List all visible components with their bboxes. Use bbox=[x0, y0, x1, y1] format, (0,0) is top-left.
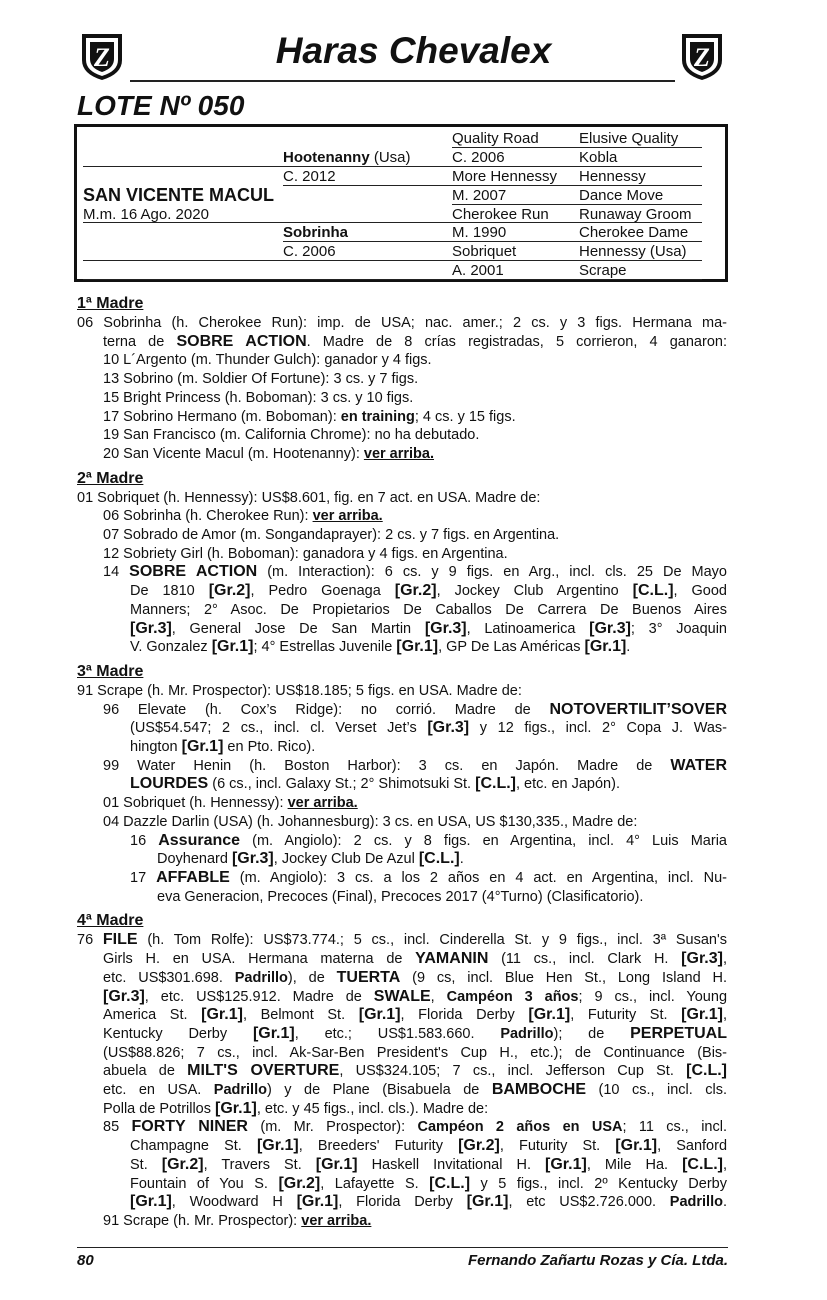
pedigree-dam-sire-year: M. 1990 bbox=[452, 224, 507, 241]
pedigree-sire: Hootenanny (Usa) bbox=[283, 149, 411, 166]
page-number: 80 bbox=[77, 1252, 94, 1269]
text-line: 06 Sobrinha (h. Cherokee Run): imp. de USA; nac. amer.; 2 cs. y 3 figs. Hermana ma- bbox=[77, 315, 727, 331]
ver-arriba-reference: ver arriba. bbox=[287, 795, 358, 812]
pedigree-rule bbox=[83, 222, 702, 223]
pedigree-rule bbox=[83, 166, 702, 167]
ver-arriba-reference: ver arriba. bbox=[301, 1212, 372, 1229]
header-divider bbox=[130, 80, 675, 82]
svg-text:Z: Z bbox=[694, 43, 710, 72]
text-line: Manners; 2° Asoc. De Propietarios De Caballos De Carrera De Buenos Aires bbox=[130, 601, 727, 618]
text-line: eva Generacion, Precoces (Final), Precoces 2017 (4°Turno) (Clasificatorio). bbox=[157, 888, 644, 905]
svg-text:Z: Z bbox=[94, 43, 110, 72]
pedigree-horse-name: SAN VICENTE MACUL bbox=[83, 185, 275, 205]
text-line: 15 Bright Princess (h. Boboman): 3 cs. y 10 figs. bbox=[103, 389, 414, 406]
pedigree-dam-dam: Sobriquet bbox=[452, 243, 517, 260]
text-line: 01 Sobriquet (h. Hennessy): US$8.601, fig. en 7 act. en USA. Madre de: bbox=[77, 489, 541, 506]
pedigree-ggparent: Cherokee Dame bbox=[579, 224, 689, 241]
page-header-title: Haras Chevalex bbox=[275, 30, 552, 71]
text-line: Fountain of You S. [Gr.2], Lafayette S. [C.L.] y 5 figs., incl. 2º Kentucky Derby bbox=[130, 1174, 727, 1192]
pedigree-dam-sire: Cherokee Run bbox=[452, 206, 549, 223]
haras-logo-shield-icon bbox=[676, 30, 728, 82]
section-heading: 2ª Madre bbox=[77, 469, 144, 487]
ver-arriba-reference: ver arriba. bbox=[363, 445, 435, 462]
text-line: hington [Gr.1] en Pto. Rico). bbox=[130, 738, 316, 756]
pedigree-rule bbox=[83, 260, 702, 261]
text-line: St. [Gr.2], Travers St. [Gr.1] Haskell Invitational H. [Gr.1], Mile Ha. [C.L.], bbox=[130, 1155, 727, 1173]
pedigree-grandsire-year: C. 2006 bbox=[452, 149, 505, 166]
pedigree-table bbox=[74, 124, 728, 282]
text-line: [Gr.3], etc. US$125.912. Madre de SWALE, Campéon 3 años; 9 cs., incl. Young bbox=[103, 987, 727, 1005]
text-line: 06 Sobrinha (h. Cherokee Run): ver arriba. bbox=[103, 508, 383, 525]
text-line: 76 FILE (h. Tom Rolfe): US$73.774.; 5 cs., incl. Cinderella St. y 9 figs., incl. 3ª Susan's bbox=[77, 931, 727, 949]
text-line: 91 Scrape (h. Mr. Prospector): ver arriba. bbox=[103, 1212, 372, 1229]
ver-arriba-reference: ver arriba. bbox=[312, 508, 383, 525]
pedigree-rule bbox=[283, 185, 702, 186]
pedigree-granddam: More Hennessy bbox=[452, 168, 558, 185]
text-line: 07 Sobrado de Amor (m. Songandaprayer): 2 cs. y 7 figs. en Argentina. bbox=[103, 527, 560, 544]
text-line: De 1810 [Gr.2], Pedro Goenaga [Gr.2], Jockey Club Argentino [C.L.], Good bbox=[130, 582, 727, 600]
section-heading: 4ª Madre bbox=[77, 912, 144, 930]
text-line: terna de SOBRE ACTION. Madre de 8 crías registradas, 5 corrieron, 4 ganaron: bbox=[103, 332, 727, 350]
section-heading: 3ª Madre bbox=[77, 662, 144, 680]
pedigree-dam-dam-year: A. 2001 bbox=[452, 262, 504, 279]
text-line: Kentucky Derby [Gr.1], etc.; US$1.583.660. Padrillo); de PERPETUAL bbox=[103, 1024, 727, 1042]
text-line: 17 Sobrino Hermano (m. Boboman): en training; 4 cs. y 15 figs. bbox=[103, 408, 516, 425]
pedigree-grandsire: Quality Road bbox=[452, 130, 539, 147]
text-line: etc. US$301.698. Padrillo), de TUERTA (9 cs, incl. Blue Hen St., Long Island H. bbox=[103, 968, 727, 986]
pedigree-sire-year: C. 2012 bbox=[283, 168, 336, 185]
text-line: 20 San Vicente Macul (m. Hootenanny): ver arriba. bbox=[103, 445, 435, 462]
footer-divider bbox=[77, 1247, 728, 1248]
text-line: LOURDES (6 cs., incl. Galaxy St.; 2° Shimotsuki St. [C.L.], etc. en Japón). bbox=[130, 775, 620, 793]
text-line: Girls H. en USA. Hermana materna de YAMANIN (11 cs., incl. Clark H. [Gr.3], bbox=[103, 950, 727, 968]
pedigree-ggparent: Elusive Quality bbox=[579, 130, 679, 147]
text-line: 96 Elevate (h. Cox’s Ridge): no corrió. Madre de NOTOVERTILIT’SOVER bbox=[103, 700, 727, 718]
text-line: Polla de Potrillos [Gr.1], etc. y 45 figs., incl. cls.). Madre de: bbox=[103, 1099, 489, 1117]
text-line: 85 FORTY NINER (m. Mr. Prospector): Campéon 2 años en USA; 11 cs., incl. bbox=[103, 1118, 727, 1136]
pedigree-rule bbox=[452, 147, 702, 148]
text-line: 13 Sobrino (m. Soldier Of Fortune): 3 cs. y 7 figs. bbox=[103, 371, 419, 388]
text-line: abuela de MILT'S OVERTURE, US$324.105; 7 cs., incl. Jefferson Cup St. [C.L.] bbox=[103, 1062, 727, 1080]
pedigree-ggparent: Kobla bbox=[579, 149, 618, 166]
text-line: 16 Assurance (m. Angiolo): 2 cs. y 8 figs. en Argentina, incl. 4° Luis Maria bbox=[130, 831, 727, 849]
text-line: 19 San Francisco (m. California Chrome): no ha debutado. bbox=[103, 427, 480, 444]
text-line: 14 SOBRE ACTION (m. Interaction): 6 cs. y 9 figs. en Arg., incl. cls. 25 De Mayo bbox=[103, 563, 727, 581]
section-heading: 1ª Madre bbox=[77, 295, 144, 312]
text-line: Doyhenard [Gr.3], Jockey Club De Azul [C.L.]. bbox=[157, 850, 464, 868]
text-line: (US$88.826; 7 cs., incl. Ak-Sar-Ben President's Cup H., etc.); de Continuance (Bis- bbox=[103, 1044, 727, 1061]
text-line: 17 AFFABLE (m. Angiolo): 3 cs. a los 2 años en 4 act. en Argentina, incl. Nu- bbox=[130, 868, 727, 886]
pedigree-rule bbox=[83, 279, 702, 280]
pedigree-ggparent: Hennessy bbox=[579, 168, 646, 185]
pedigree-rule bbox=[452, 204, 702, 205]
footer-publisher: Fernando Zañartu Rozas y Cía. Ltda. bbox=[467, 1252, 728, 1269]
pedigree-rule bbox=[283, 241, 702, 242]
text-line: America St. [Gr.1], Belmont St. [Gr.1], Florida Derby [Gr.1], Futurity St. [Gr.1], bbox=[103, 1006, 727, 1024]
pedigree-ggparent: Dance Move bbox=[579, 187, 664, 204]
pedigree-ggparent: Scrape bbox=[579, 262, 627, 279]
lot-title: LOTE Nº 050 bbox=[77, 90, 245, 121]
text-line: 12 Sobriety Girl (h. Boboman): ganadora y 4 figs. en Argentina. bbox=[103, 545, 508, 562]
text-line: 99 Water Henin (h. Boston Harbor): 3 cs. en Japón. Madre de WATER bbox=[103, 756, 727, 774]
text-line: etc. en USA. Padrillo) y de Plane (Bisabuela de BAMBOCHE (10 cs., incl. cls. bbox=[103, 1081, 727, 1099]
pedigree-dam-year: C. 2006 bbox=[283, 243, 336, 260]
pedigree-dam: Sobrinha bbox=[283, 224, 349, 241]
pedigree-ggparent: Hennessy (Usa) bbox=[579, 243, 687, 260]
text-line: 91 Scrape (h. Mr. Prospector): US$18.185; 5 figs. en USA. Madre de: bbox=[77, 682, 522, 699]
pedigree-ggparent: Runaway Groom bbox=[579, 206, 692, 223]
text-line: 04 Dazzle Darlin (USA) (h. Johannesburg): 3 cs. en USA, US $130,335., Madre de: bbox=[103, 813, 638, 830]
text-line: [Gr.3], General Jose De San Martin [Gr.3], Latinoamerica [Gr.3]; 3° Joaquin bbox=[130, 619, 727, 637]
dam-line-text bbox=[77, 294, 727, 1231]
pedigree-horse-info: M.m. 16 Ago. 2020 bbox=[83, 206, 209, 223]
text-line: [Gr.1], Woodward H [Gr.1], Florida Derby [Gr.1], etc US$2.726.000. Padrillo. bbox=[130, 1193, 727, 1211]
text-line: 10 L´Argento (m. Thunder Gulch): ganador y 4 figs. bbox=[103, 352, 432, 369]
text-line: V. Gonzalez [Gr.1]; 4° Estrellas Juvenile [Gr.1], GP De Las Américas [Gr.1]. bbox=[130, 638, 631, 656]
text-line: 01 Sobriquet (h. Hennessy): ver arriba. bbox=[103, 795, 358, 812]
text-line: (US$54.547; 2 cs., incl. cl. Verset Jet’s [Gr.3] y 12 figs., incl. 2° Copa J. Was- bbox=[130, 719, 727, 737]
text-line: Champagne St. [Gr.1], Breeders' Futurity [Gr.2], Futurity St. [Gr.1], Sanford bbox=[130, 1137, 727, 1155]
pedigree-granddam-year: M. 2007 bbox=[452, 187, 507, 204]
